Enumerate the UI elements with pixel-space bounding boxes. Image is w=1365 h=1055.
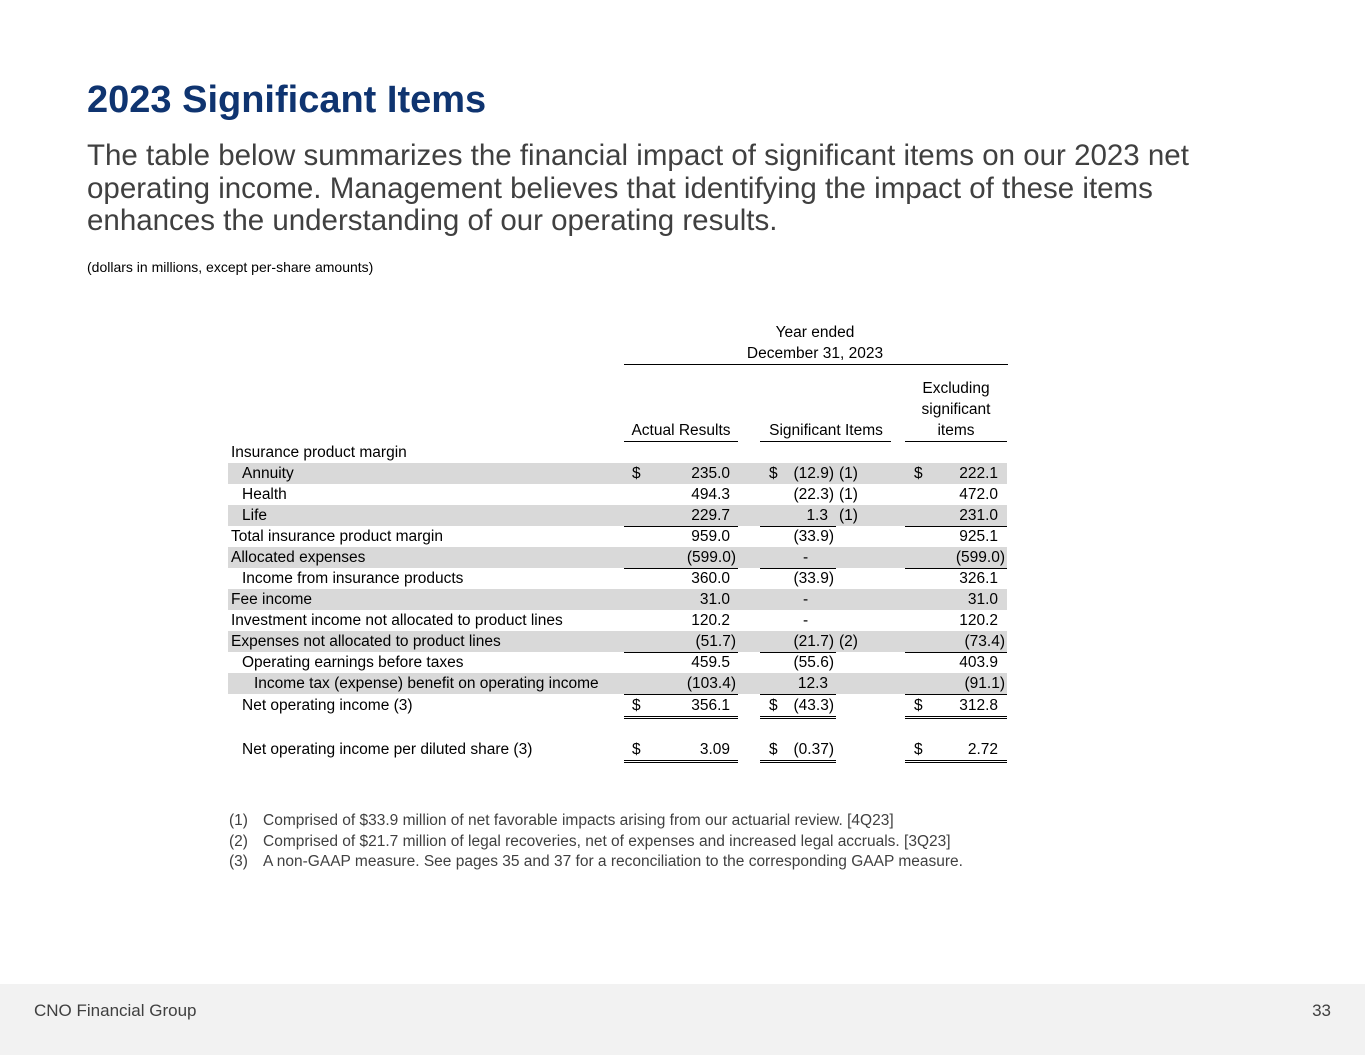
table-row bbox=[228, 484, 1008, 505]
excl-value: 2.72 bbox=[967, 741, 998, 758]
footnote bbox=[229, 852, 963, 873]
sig-value: (21.7) bbox=[793, 633, 834, 650]
row-label: Operating earnings before taxes bbox=[242, 654, 464, 671]
table-row bbox=[228, 526, 1008, 547]
actual-value: 31.0 bbox=[699, 591, 730, 608]
row-label: Allocated expenses bbox=[231, 549, 366, 566]
dollar-sign: $ bbox=[632, 741, 641, 758]
col-header-excluding-1: Excluding bbox=[922, 380, 990, 397]
sig-value: (12.9) bbox=[793, 465, 834, 482]
row-label: Net operating income per diluted share (3) bbox=[242, 741, 533, 758]
row-label: Total insurance product margin bbox=[231, 528, 443, 545]
period-header-line2: December 31, 2023 bbox=[746, 345, 884, 362]
row-label: Health bbox=[242, 486, 287, 503]
total-double-rule bbox=[624, 716, 738, 719]
sig-value: - bbox=[803, 612, 809, 629]
period-header-line1: Year ended bbox=[775, 324, 855, 341]
row-label: Insurance product margin bbox=[231, 444, 407, 461]
actual-value: 356.1 bbox=[691, 697, 730, 714]
dollar-sign: $ bbox=[769, 697, 778, 714]
table-row bbox=[228, 463, 1008, 484]
footnotes bbox=[229, 811, 963, 873]
sig-value: 12.3 bbox=[797, 675, 828, 692]
footnote-text: Comprised of $21.7 million of legal recoveries, net of expenses and increased legal accruals. [3Q23] bbox=[263, 832, 951, 850]
sig-value: (22.3) bbox=[793, 486, 834, 503]
table-row bbox=[228, 442, 1008, 463]
row-label: Expenses not allocated to product lines bbox=[231, 633, 501, 650]
col-header-excluding-2: significant bbox=[921, 401, 991, 418]
col-header-actual: Actual Results bbox=[631, 422, 731, 439]
footnote-text: Comprised of $33.9 million of net favorable impacts arising from our actuarial review. [4Q23] bbox=[263, 812, 894, 829]
company-name: CNO Financial Group bbox=[34, 1001, 197, 1020]
table-row bbox=[228, 547, 1008, 568]
sig-value: (43.3) bbox=[793, 697, 834, 714]
table-row bbox=[228, 673, 1008, 694]
intro-paragraph: The table below summarizes the financial impact of significant items on our 2023 net operating income. Management believes that identifying the impact of these items enhances the understanding of our operating results. bbox=[87, 139, 1189, 237]
footnote-text: A non-GAAP measure. See pages 35 and 37 for a reconciliation to the corresponding GAAP measure. bbox=[263, 853, 963, 870]
excl-value: (91.1) bbox=[964, 675, 1005, 692]
footnote bbox=[229, 811, 963, 832]
excl-value: 472.0 bbox=[959, 486, 998, 503]
sig-value: (33.9) bbox=[793, 570, 834, 587]
total-double-rule bbox=[905, 760, 1007, 763]
sig-value: - bbox=[803, 591, 809, 608]
actual-value: 120.2 bbox=[691, 612, 730, 629]
page-footer bbox=[0, 984, 1365, 1055]
table-row bbox=[228, 652, 1008, 673]
dollar-sign: $ bbox=[914, 465, 923, 482]
total-double-rule bbox=[760, 760, 836, 763]
actual-value: 459.5 bbox=[691, 654, 730, 671]
excl-value: (73.4) bbox=[964, 633, 1005, 650]
table-row bbox=[228, 610, 1008, 631]
period-header-rule bbox=[624, 364, 1008, 365]
total-double-rule bbox=[760, 716, 836, 719]
dollar-sign: $ bbox=[769, 465, 778, 482]
dollar-sign: $ bbox=[632, 697, 641, 714]
total-double-rule bbox=[624, 760, 738, 763]
excl-value: 31.0 bbox=[967, 591, 998, 608]
row-label: Investment income not allocated to product lines bbox=[231, 612, 563, 629]
excl-value: 326.1 bbox=[959, 570, 998, 587]
footnote-number: (3) bbox=[229, 853, 248, 870]
footnote-ref: (1) bbox=[839, 507, 858, 524]
col-header-excluding-3: items bbox=[937, 422, 975, 439]
excl-value: 403.9 bbox=[959, 654, 998, 671]
sig-value: (0.37) bbox=[793, 741, 834, 758]
page-title: 2023 Significant Items bbox=[87, 79, 487, 121]
actual-value: 229.7 bbox=[691, 507, 730, 524]
row-label: Life bbox=[242, 507, 267, 524]
units-note: (dollars in millions, except per-share amounts) bbox=[87, 259, 374, 275]
sig-value: (33.9) bbox=[793, 528, 834, 545]
sig-value: 1.3 bbox=[806, 507, 828, 524]
footnote bbox=[229, 832, 963, 853]
actual-value: (599.0) bbox=[686, 549, 736, 566]
table-row bbox=[228, 589, 1008, 610]
excl-value: 231.0 bbox=[959, 507, 998, 524]
significant-items-table bbox=[228, 322, 1008, 772]
dollar-sign: $ bbox=[632, 465, 641, 482]
row-label: Income from insurance products bbox=[242, 570, 464, 587]
table-row bbox=[228, 695, 1008, 716]
excl-value: 222.1 bbox=[959, 465, 998, 482]
row-label: Income tax (expense) benefit on operating income bbox=[254, 675, 599, 692]
sig-value: (55.6) bbox=[793, 654, 834, 671]
footnote-ref: (1) bbox=[839, 486, 858, 503]
footnote-ref: (1) bbox=[839, 465, 858, 482]
row-label: Annuity bbox=[242, 465, 294, 482]
dollar-sign: $ bbox=[914, 741, 923, 758]
row-label: Fee income bbox=[231, 591, 312, 608]
excl-value: 925.1 bbox=[959, 528, 998, 545]
excl-value: 120.2 bbox=[959, 612, 998, 629]
excl-value: (599.0) bbox=[955, 549, 1005, 566]
total-double-rule bbox=[905, 716, 1007, 719]
actual-value: 235.0 bbox=[691, 465, 730, 482]
footnote-number: (1) bbox=[229, 812, 248, 829]
actual-value: 959.0 bbox=[691, 528, 730, 545]
page-number: 33 bbox=[1312, 1001, 1331, 1020]
actual-value: 494.3 bbox=[691, 486, 730, 503]
actual-value: (51.7) bbox=[695, 633, 736, 650]
table-row bbox=[228, 631, 1008, 652]
table-row bbox=[228, 505, 1008, 526]
footnote-ref: (2) bbox=[839, 633, 858, 650]
col-header-significant: Significant Items bbox=[769, 422, 883, 439]
dollar-sign: $ bbox=[914, 697, 923, 714]
actual-value: (103.4) bbox=[686, 675, 736, 692]
row-label: Net operating income (3) bbox=[242, 697, 413, 714]
actual-value: 360.0 bbox=[691, 570, 730, 587]
table-row bbox=[228, 568, 1008, 589]
table-row bbox=[228, 739, 1008, 760]
footnote-number: (2) bbox=[229, 832, 248, 850]
actual-value: 3.09 bbox=[699, 741, 730, 758]
dollar-sign: $ bbox=[769, 741, 778, 758]
excl-value: 312.8 bbox=[959, 697, 998, 714]
sig-value: - bbox=[803, 549, 809, 566]
